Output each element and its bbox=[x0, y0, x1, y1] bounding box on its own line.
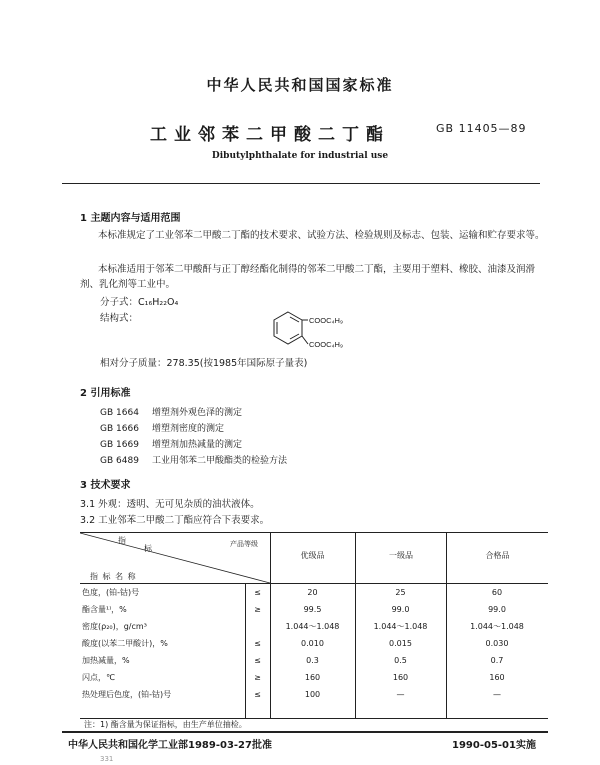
grade-premium: 优级品 bbox=[300, 551, 325, 560]
cell-premium: 100 bbox=[304, 690, 321, 699]
table-row bbox=[80, 584, 548, 601]
column-label-name: 指 标 名 称 bbox=[90, 572, 137, 581]
section-1-paragraph-2: 本标准适用于邻苯二甲酸酐与正丁醇经酯化制得的邻苯二甲酸二丁酯，主要用于塑料、橡胶、油漆及润滑剂、乳化剂等工业中。 bbox=[80, 264, 536, 290]
structure-label: 结构式： bbox=[100, 313, 139, 324]
molecular-formula bbox=[100, 295, 178, 310]
ref-item bbox=[100, 437, 242, 450]
cell-premium: 0.010 bbox=[301, 639, 324, 648]
section-2-heading: 2 引用标准 bbox=[80, 388, 131, 399]
english-title: Dibutylphthalate for industrial use bbox=[211, 151, 389, 161]
structural-formula-diagram bbox=[268, 309, 358, 354]
standard-code: GB 11405—89 bbox=[436, 122, 527, 135]
cell-qualified: 0.7 bbox=[490, 656, 504, 665]
ref-item bbox=[100, 405, 242, 418]
ref-code: GB 6489 bbox=[100, 456, 139, 466]
formula-value: C₁₆H₂₂O₄ bbox=[138, 297, 179, 308]
cell-item: 加热减量，% bbox=[82, 656, 130, 665]
ref-name: 增塑剂密度的测定 bbox=[152, 424, 225, 434]
cell-qualified: 160 bbox=[489, 673, 505, 682]
ref-code: GB 1666 bbox=[100, 424, 139, 434]
ref-name: 增塑剂加热减量的测定 bbox=[152, 440, 243, 450]
ref-code: GB 1664 bbox=[100, 408, 139, 418]
section-3-heading: 3 技术要求 bbox=[80, 480, 131, 491]
footer-rule bbox=[62, 731, 548, 733]
cell-symbol bbox=[245, 618, 270, 635]
cell-symbol: ≤ bbox=[254, 690, 261, 699]
symbol-column-rule bbox=[245, 584, 246, 718]
ref-name: 增塑剂外观色泽的测定 bbox=[152, 408, 243, 418]
document-title: 工业邻苯二甲酸二丁酯 bbox=[150, 125, 390, 145]
formula-label: 分子式： bbox=[100, 297, 139, 308]
section-1-heading: 1 主题内容与适用范围 bbox=[80, 213, 181, 224]
cell-symbol: ≤ bbox=[254, 639, 261, 648]
cell-qualified: 0.030 bbox=[485, 639, 509, 648]
cell-symbol: ≤ bbox=[254, 656, 261, 665]
corner-label-top: 指 bbox=[118, 536, 126, 545]
requirement-3-2: 3.2 工业邻苯二甲酸二丁酯应符合下表要求。 bbox=[80, 515, 270, 526]
cell-qualified: 60 bbox=[491, 588, 503, 597]
cell-qualified: 99.0 bbox=[488, 605, 506, 614]
table-row bbox=[80, 635, 548, 652]
approval-line: 中华人民共和国化学工业部1989-03-27批准 bbox=[68, 740, 272, 751]
cell-item: 酸度(以苯二甲酸计)，% bbox=[82, 639, 168, 648]
cell-symbol: ≥ bbox=[254, 673, 261, 682]
relative-molecular-mass: 相对分子质量：278.35(按1985年国际原子量表) bbox=[100, 358, 308, 369]
requirement-3-1: 3.1 外观：透明、无可见杂质的油状液体。 bbox=[80, 499, 260, 510]
cell-first: 25 bbox=[395, 588, 406, 597]
ref-item bbox=[100, 421, 224, 434]
benzene-ring bbox=[274, 312, 302, 344]
table-row bbox=[80, 669, 548, 686]
cell-first: 99.0 bbox=[391, 605, 410, 614]
cell-first: — bbox=[396, 690, 405, 699]
table-row bbox=[80, 601, 548, 618]
cell-qualified: 1.044～1.048 bbox=[470, 622, 524, 631]
cell-premium: 20 bbox=[307, 588, 318, 597]
table-row bbox=[80, 686, 548, 703]
national-standard-heading: 中华人民共和国国家标准 bbox=[206, 76, 394, 94]
corner-label-mid: 标 bbox=[144, 544, 152, 553]
cell-item: 酯含量¹⁾，% bbox=[82, 605, 127, 614]
header-divider bbox=[62, 183, 540, 184]
cell-item: 热处理后色度，(铂-钴)号 bbox=[82, 690, 172, 699]
cell-symbol: ≤ bbox=[254, 588, 261, 597]
substituent-top: COOC₄H₉ bbox=[309, 316, 343, 325]
effective-date: 1990-05-01实施 bbox=[452, 740, 536, 751]
substituent-bottom: COOC₄H₉ bbox=[309, 340, 343, 349]
grade-first: 一级品 bbox=[389, 551, 413, 560]
cell-symbol: ≥ bbox=[254, 605, 261, 614]
table-footnote: 注：1) 酯含量为保证指标，由生产单位抽检。 bbox=[84, 720, 247, 729]
table-row bbox=[80, 618, 548, 635]
corner-label-grade: 产品等级 bbox=[230, 540, 258, 548]
cell-first: 160 bbox=[392, 673, 409, 682]
page-number: 331 bbox=[100, 755, 114, 763]
cell-item: 密度(ρ₂₀)，g/cm³ bbox=[82, 622, 147, 631]
ref-name: 工业用邻苯二甲酸酯类的检验方法 bbox=[152, 456, 288, 466]
cell-qualified: — bbox=[493, 690, 501, 699]
cell-first: 0.5 bbox=[394, 656, 407, 665]
cell-item: 色度，(铂-钴)号 bbox=[82, 588, 140, 597]
cell-first: 1.044～1.048 bbox=[373, 622, 428, 631]
cell-first: 0.015 bbox=[389, 639, 412, 648]
ref-code: GB 1669 bbox=[100, 440, 139, 450]
cell-premium: 0.3 bbox=[306, 656, 319, 665]
grade-qualified: 合格品 bbox=[485, 551, 510, 560]
cell-premium: 160 bbox=[304, 673, 321, 682]
cell-premium: 1.044～1.048 bbox=[285, 622, 340, 631]
ref-item bbox=[100, 453, 287, 466]
cell-premium: 99.5 bbox=[303, 605, 322, 614]
table-row bbox=[80, 652, 548, 669]
spec-table bbox=[80, 584, 548, 703]
section-1-paragraph-1: 本标准规定了工业邻苯二甲酸二丁酯的技术要求、试验方法、检验规则及标志、包装、运输和贮存要求等。 bbox=[98, 230, 545, 241]
cell-item: 闪点，℃ bbox=[82, 673, 115, 682]
